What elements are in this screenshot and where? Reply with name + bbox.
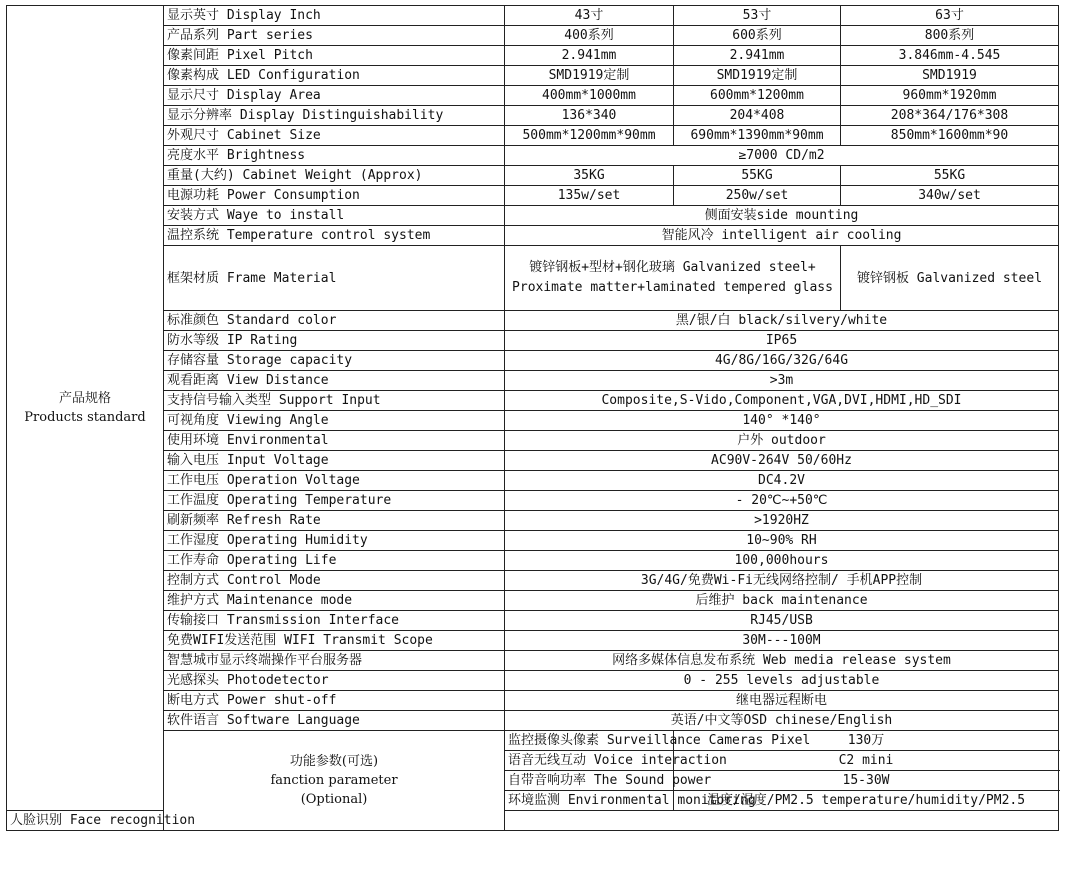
- row-label: 支持信号输入类型 Support Input: [164, 391, 505, 411]
- table-row: [7, 431, 1059, 451]
- row-label: 工作寿命 Operating Life: [164, 551, 505, 571]
- table-row: [7, 711, 1059, 731]
- cell-value: 2.941mm: [674, 46, 841, 66]
- row-label: 外观尺寸 Cabinet Size: [164, 126, 505, 146]
- cell-value: SMD1919定制: [674, 66, 841, 86]
- table-row: [7, 26, 1059, 46]
- cell-value: 690mm*1390mm*90mm: [674, 126, 841, 146]
- row-label: 输入电压 Input Voltage: [164, 451, 505, 471]
- table-row: [7, 146, 1059, 166]
- cell-value: 网络多媒体信息发布系统 Web media release system: [505, 651, 1059, 671]
- table-row: [7, 246, 1059, 311]
- cell-value: 960mm*1920mm: [841, 86, 1059, 106]
- cell-value: 15-30W: [674, 771, 1059, 791]
- row-label: 软件语言 Software Language: [164, 711, 505, 731]
- table-row: [7, 46, 1059, 66]
- cell-value: SMD1919定制: [505, 66, 674, 86]
- cell-value: 3.846mm-4.545: [841, 46, 1059, 66]
- section-function-params: [164, 731, 505, 831]
- table-row: [7, 106, 1059, 126]
- cell-value: 户外 outdoor: [505, 431, 1059, 451]
- section-en-label: Products standard: [24, 410, 146, 425]
- cell-value: 2.941mm: [505, 46, 674, 66]
- row-label: 防水等级 IP Rating: [164, 331, 505, 351]
- row-label: 显示分辨率 Display Distinguishability: [164, 106, 505, 126]
- cell-value: RJ45/USB: [505, 611, 1059, 631]
- cell-value: 55KG: [674, 166, 841, 186]
- cell-value: 63寸: [841, 6, 1059, 26]
- table-row: [7, 531, 1059, 551]
- table-row: [7, 126, 1059, 146]
- cell-value: 400系列: [505, 26, 674, 46]
- row-label: 重量(大约) Cabinet Weight (Approx): [164, 166, 505, 186]
- table-row: [7, 491, 1059, 511]
- cell-value: 204*408: [674, 106, 841, 126]
- table-row: [7, 371, 1059, 391]
- cell-value: SMD1919: [841, 66, 1059, 86]
- table-row: [7, 411, 1059, 431]
- row-label: 传输接口 Transmission Interface: [164, 611, 505, 631]
- table-row: [7, 166, 1059, 186]
- cell-value: 继电器远程断电: [505, 691, 1059, 711]
- row-label: 像素间距 Pixel Pitch: [164, 46, 505, 66]
- section-en-label: fanction parameter: [270, 773, 398, 788]
- table-row: [7, 651, 1059, 671]
- cell-value: 250w/set: [674, 186, 841, 206]
- row-label: 观看距离 View Distance: [164, 371, 505, 391]
- row-label: 温控系统 Temperature control system: [164, 226, 505, 246]
- cell-value: 500mm*1200mm*90mm: [505, 126, 674, 146]
- table-row: [7, 471, 1059, 491]
- table-row: [7, 226, 1059, 246]
- table-row: [7, 691, 1059, 711]
- cell-value: 镀锌钢板+型材+钢化玻璃 Galvanized steel+ Proximate matter+laminated tempered glass: [505, 246, 841, 311]
- table-row: [7, 6, 1059, 26]
- row-label: 维护方式 Maintenance mode: [164, 591, 505, 611]
- row-label: 刷新频率 Refresh Rate: [164, 511, 505, 531]
- section-cn-label: 功能参数(可选): [289, 754, 379, 769]
- row-label: 显示尺寸 Display Area: [164, 86, 505, 106]
- cell-value: 53寸: [674, 6, 841, 26]
- cell-value: 英语/中文等OSD chinese/English: [505, 711, 1059, 731]
- row-label: 框架材质 Frame Material: [164, 246, 505, 311]
- cell-value: 400mm*1000mm: [505, 86, 674, 106]
- section-cn-label: 产品规格: [58, 391, 111, 406]
- cell-value: 30M---100M: [505, 631, 1059, 651]
- row-label: 语音无线互动 Voice interaction: [505, 751, 674, 771]
- row-label: 智慧城市显示终端操作平台服务器: [164, 651, 505, 671]
- row-label: 自带音响功率 The Sound power: [505, 771, 674, 791]
- cell-value: ≥7000 CD/m2: [505, 146, 1059, 166]
- table-row: [7, 511, 1059, 531]
- row-label: 环境监测 Environmental monitoring: [505, 791, 674, 811]
- table-row: [7, 591, 1059, 611]
- cell-value: 340w/set: [841, 186, 1059, 206]
- row-label: 人脸识别 Face recognition: [7, 811, 164, 831]
- row-label: 断电方式 Power shut-off: [164, 691, 505, 711]
- table-row: [7, 206, 1059, 226]
- cell-value: - 20℃~+50℃: [505, 491, 1059, 511]
- cell-value: 10~90% RH: [505, 531, 1059, 551]
- cell-value: 43寸: [505, 6, 674, 26]
- table-row: [7, 331, 1059, 351]
- table-row: [7, 571, 1059, 591]
- cell-value: 55KG: [841, 166, 1059, 186]
- cell-value: AC90V-264V 50/60Hz: [505, 451, 1059, 471]
- cell-value: [505, 811, 1059, 831]
- cell-value: IP65: [505, 331, 1059, 351]
- table-row: [7, 66, 1059, 86]
- cell-value: 镀锌钢板 Galvanized steel: [841, 246, 1059, 311]
- cell-value: >3m: [505, 371, 1059, 391]
- row-label: 显示英寸 Display Inch: [164, 6, 505, 26]
- cell-value: 0 - 255 levels adjustable: [505, 671, 1059, 691]
- table-row: [7, 671, 1059, 691]
- row-label: 工作温度 Operating Temperature: [164, 491, 505, 511]
- cell-value: 温度/湿度/PM2.5 temperature/humidity/PM2.5: [674, 791, 1059, 811]
- table-row: [7, 611, 1059, 631]
- table-row: [7, 311, 1059, 331]
- row-label: 工作湿度 Operating Humidity: [164, 531, 505, 551]
- row-label: 免费WIFI发送范围 WIFI Transmit Scope: [164, 631, 505, 651]
- table-row: [7, 186, 1059, 206]
- cell-value: 3G/4G/免费Wi-Fi无线网络控制/ 手机APP控制: [505, 571, 1059, 591]
- cell-value: 135w/set: [505, 186, 674, 206]
- cell-value: DC4.2V: [505, 471, 1059, 491]
- row-label: 监控摄像头像素 Surveillance Cameras Pixel: [505, 731, 674, 751]
- table-row: [7, 551, 1059, 571]
- cell-value: 130万: [674, 731, 1059, 751]
- row-label: 控制方式 Control Mode: [164, 571, 505, 591]
- cell-value: 140° *140°: [505, 411, 1059, 431]
- table-row: [7, 451, 1059, 471]
- cell-value: 黑/银/白 black/silvery/white: [505, 311, 1059, 331]
- spec-table: [6, 5, 1059, 831]
- cell-value: 600系列: [674, 26, 841, 46]
- table-row: [7, 86, 1059, 106]
- cell-value: 100,000hours: [505, 551, 1059, 571]
- cell-value: Composite,S-Vido,Component,VGA,DVI,HDMI,HD_SDI: [505, 391, 1059, 411]
- cell-value: 后维护 back maintenance: [505, 591, 1059, 611]
- row-label: 可视角度 Viewing Angle: [164, 411, 505, 431]
- table-row: [7, 731, 1059, 751]
- row-label: 亮度水平 Brightness: [164, 146, 505, 166]
- cell-value: 智能风冷 intelligent air cooling: [505, 226, 1059, 246]
- row-label: 使用环境 Environmental: [164, 431, 505, 451]
- table-row: [7, 391, 1059, 411]
- cell-value: 35KG: [505, 166, 674, 186]
- cell-value: 800系列: [841, 26, 1059, 46]
- row-label: 电源功耗 Power Consumption: [164, 186, 505, 206]
- table-row: [7, 811, 1059, 831]
- row-label: 存储容量 Storage capacity: [164, 351, 505, 371]
- row-label: 标准颜色 Standard color: [164, 311, 505, 331]
- cell-value: C2 mini: [674, 751, 1059, 771]
- table-row: [7, 631, 1059, 651]
- row-label: 产品系列 Part series: [164, 26, 505, 46]
- section-products-standard: [7, 6, 164, 811]
- cell-value: 600mm*1200mm: [674, 86, 841, 106]
- row-label: 像素构成 LED Configuration: [164, 66, 505, 86]
- section-note: (Optional): [300, 792, 368, 807]
- cell-value: >1920HZ: [505, 511, 1059, 531]
- row-label: 光感探头 Photodetector: [164, 671, 505, 691]
- cell-value: 侧面安装side mounting: [505, 206, 1059, 226]
- row-label: 安装方式 Waye to install: [164, 206, 505, 226]
- cell-value: 850mm*1600mm*90: [841, 126, 1059, 146]
- table-row: [7, 351, 1059, 371]
- cell-value: 208*364/176*308: [841, 106, 1059, 126]
- cell-value: 4G/8G/16G/32G/64G: [505, 351, 1059, 371]
- cell-value: 136*340: [505, 106, 674, 126]
- row-label: 工作电压 Operation Voltage: [164, 471, 505, 491]
